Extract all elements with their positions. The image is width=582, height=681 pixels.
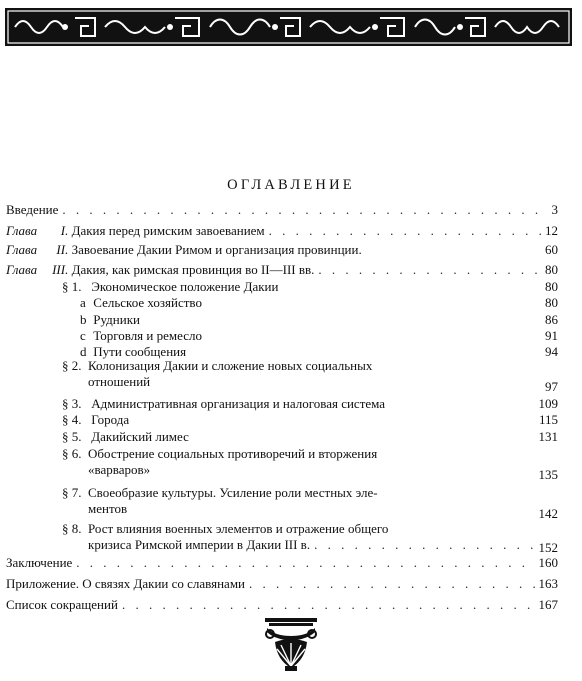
- toc-subsection-label: d: [80, 344, 87, 359]
- toc-entry-title: Административная организация и налоговая система: [91, 396, 386, 411]
- toc-entry-title: Колонизация Дакии и сложение новых социальных: [88, 358, 373, 373]
- toc-entry-title-line2: ментов: [88, 501, 128, 516]
- leader-dots: [314, 537, 534, 552]
- toc-entry-page: 152: [538, 540, 558, 555]
- toc-chapter-number: I.: [60, 223, 69, 238]
- toc-entry-page: 80: [545, 279, 558, 294]
- toc-section-label: § 2.: [62, 358, 82, 373]
- leader-dots: [76, 555, 534, 570]
- toc-entry-title: Дакийский лимес: [91, 429, 189, 444]
- toc-entry: [62, 521, 558, 536]
- toc-entry: [6, 576, 558, 591]
- toc-chapter-number: III.: [52, 262, 69, 277]
- leader-dots: [249, 576, 534, 591]
- toc-entry-continuation: [88, 374, 558, 394]
- toc-entry-continuation: [88, 501, 558, 521]
- page-title: ОГЛАВЛЕНИЕ: [227, 177, 355, 193]
- toc-entry-title: Список сокращений: [6, 597, 118, 612]
- leader-dots: [269, 223, 541, 238]
- toc-section-label: § 5.: [62, 429, 82, 444]
- toc-entry: [6, 242, 558, 257]
- toc-entry-page: 12: [545, 223, 558, 238]
- toc-entry: [6, 597, 558, 612]
- toc-entry-title: Дакия, как римская провинция во II—III вв.: [71, 262, 315, 277]
- toc-section-label: § 1.: [62, 279, 82, 294]
- toc-entry: [6, 262, 558, 277]
- shell-ornament: [261, 616, 321, 674]
- toc-entry: [6, 202, 558, 217]
- toc-chapter-number: II.: [56, 242, 69, 257]
- toc-entry-title-line2: кризиса Римской империи в Дакии III в.: [88, 537, 311, 552]
- toc-entry: [6, 555, 558, 570]
- toc-section-label: § 4.: [62, 412, 82, 427]
- toc-entry-page: 131: [538, 429, 558, 444]
- toc-entry-title: Торговля и ремесло: [93, 328, 202, 343]
- toc-entry-title-line2: «варваров»: [88, 462, 151, 477]
- toc-entry-title: Своеобразие культуры. Усиление роли местных эле-: [88, 485, 378, 500]
- toc-section-label: § 8.: [62, 521, 82, 536]
- toc-entry-title: Экономическое положение Дакии: [91, 279, 279, 294]
- toc-entry-page: 160: [538, 555, 558, 570]
- toc-entry-page: 115: [538, 412, 558, 427]
- toc-entry-continuation: [88, 462, 558, 482]
- leader-dots: [62, 202, 547, 217]
- toc-subsection-label: c: [80, 328, 86, 343]
- toc-section-label: § 3.: [62, 396, 82, 411]
- toc-entry-page: 3: [551, 202, 558, 217]
- toc-entry-title: Введение: [6, 202, 59, 217]
- toc-entry-title: Приложение. О связях Дакии со славянами: [6, 576, 246, 591]
- toc-entry-page: 97: [545, 379, 558, 394]
- toc-entry: [62, 412, 558, 427]
- toc-entry-page: 109: [538, 396, 558, 411]
- toc-entry-title: Заключение: [6, 555, 73, 570]
- toc-subsection-label: b: [80, 312, 87, 327]
- toc-entry: [80, 312, 558, 327]
- toc-entry-page: 94: [545, 344, 558, 359]
- toc-entry-page: 80: [545, 295, 558, 310]
- toc-subsection-label: a: [80, 295, 86, 310]
- toc-entry: [62, 446, 558, 461]
- toc-entry-page: 142: [538, 506, 558, 521]
- toc-entry-title: Рост влияния военных элементов и отражение общего: [88, 521, 389, 536]
- toc-entry-page: 167: [538, 597, 558, 612]
- decorative-banner-ornament: [5, 8, 572, 46]
- toc-chapter-label: Глава: [6, 223, 38, 238]
- toc-entry: [62, 396, 558, 411]
- leader-dots: [318, 262, 541, 277]
- toc-entry-page: 60: [545, 242, 558, 257]
- toc-entry: [62, 429, 558, 444]
- toc-entry-title: Рудники: [93, 312, 140, 327]
- toc-entry: [80, 295, 558, 310]
- toc-section-label: § 6.: [62, 446, 82, 461]
- toc-entry: [62, 279, 558, 294]
- toc-entry-title: Обострение социальных противоречий и вторжения: [88, 446, 378, 461]
- toc-entry-page: 80: [545, 262, 558, 277]
- toc-entry: [6, 223, 558, 238]
- toc-entry-page: 163: [538, 576, 558, 591]
- toc-entry: [62, 358, 558, 373]
- toc-entry-page: 91: [545, 328, 558, 343]
- toc-entry-title: Дакия перед римским завоеванием: [71, 223, 265, 238]
- toc-entry-page: 86: [545, 312, 558, 327]
- toc-entry-title: Сельское хозяйство: [93, 295, 202, 310]
- toc-entry-title-line2: отношений: [88, 374, 151, 389]
- toc-entry-title: Пути сообщения: [93, 344, 187, 359]
- toc-section-label: § 7.: [62, 485, 82, 500]
- leader-dots: [122, 597, 535, 612]
- toc-entry-title: Завоевание Дакии Римом и организация провинции.: [71, 242, 362, 257]
- toc-entry-title: Города: [91, 412, 130, 427]
- toc-chapter-label: Глава: [6, 262, 38, 277]
- toc-entry: [62, 485, 558, 500]
- toc-entry-continuation: [88, 537, 558, 555]
- toc-entry-page: 135: [538, 467, 558, 482]
- toc-entry: [80, 344, 558, 359]
- toc-chapter-label: Глава: [6, 242, 38, 257]
- toc-entry: [80, 328, 558, 343]
